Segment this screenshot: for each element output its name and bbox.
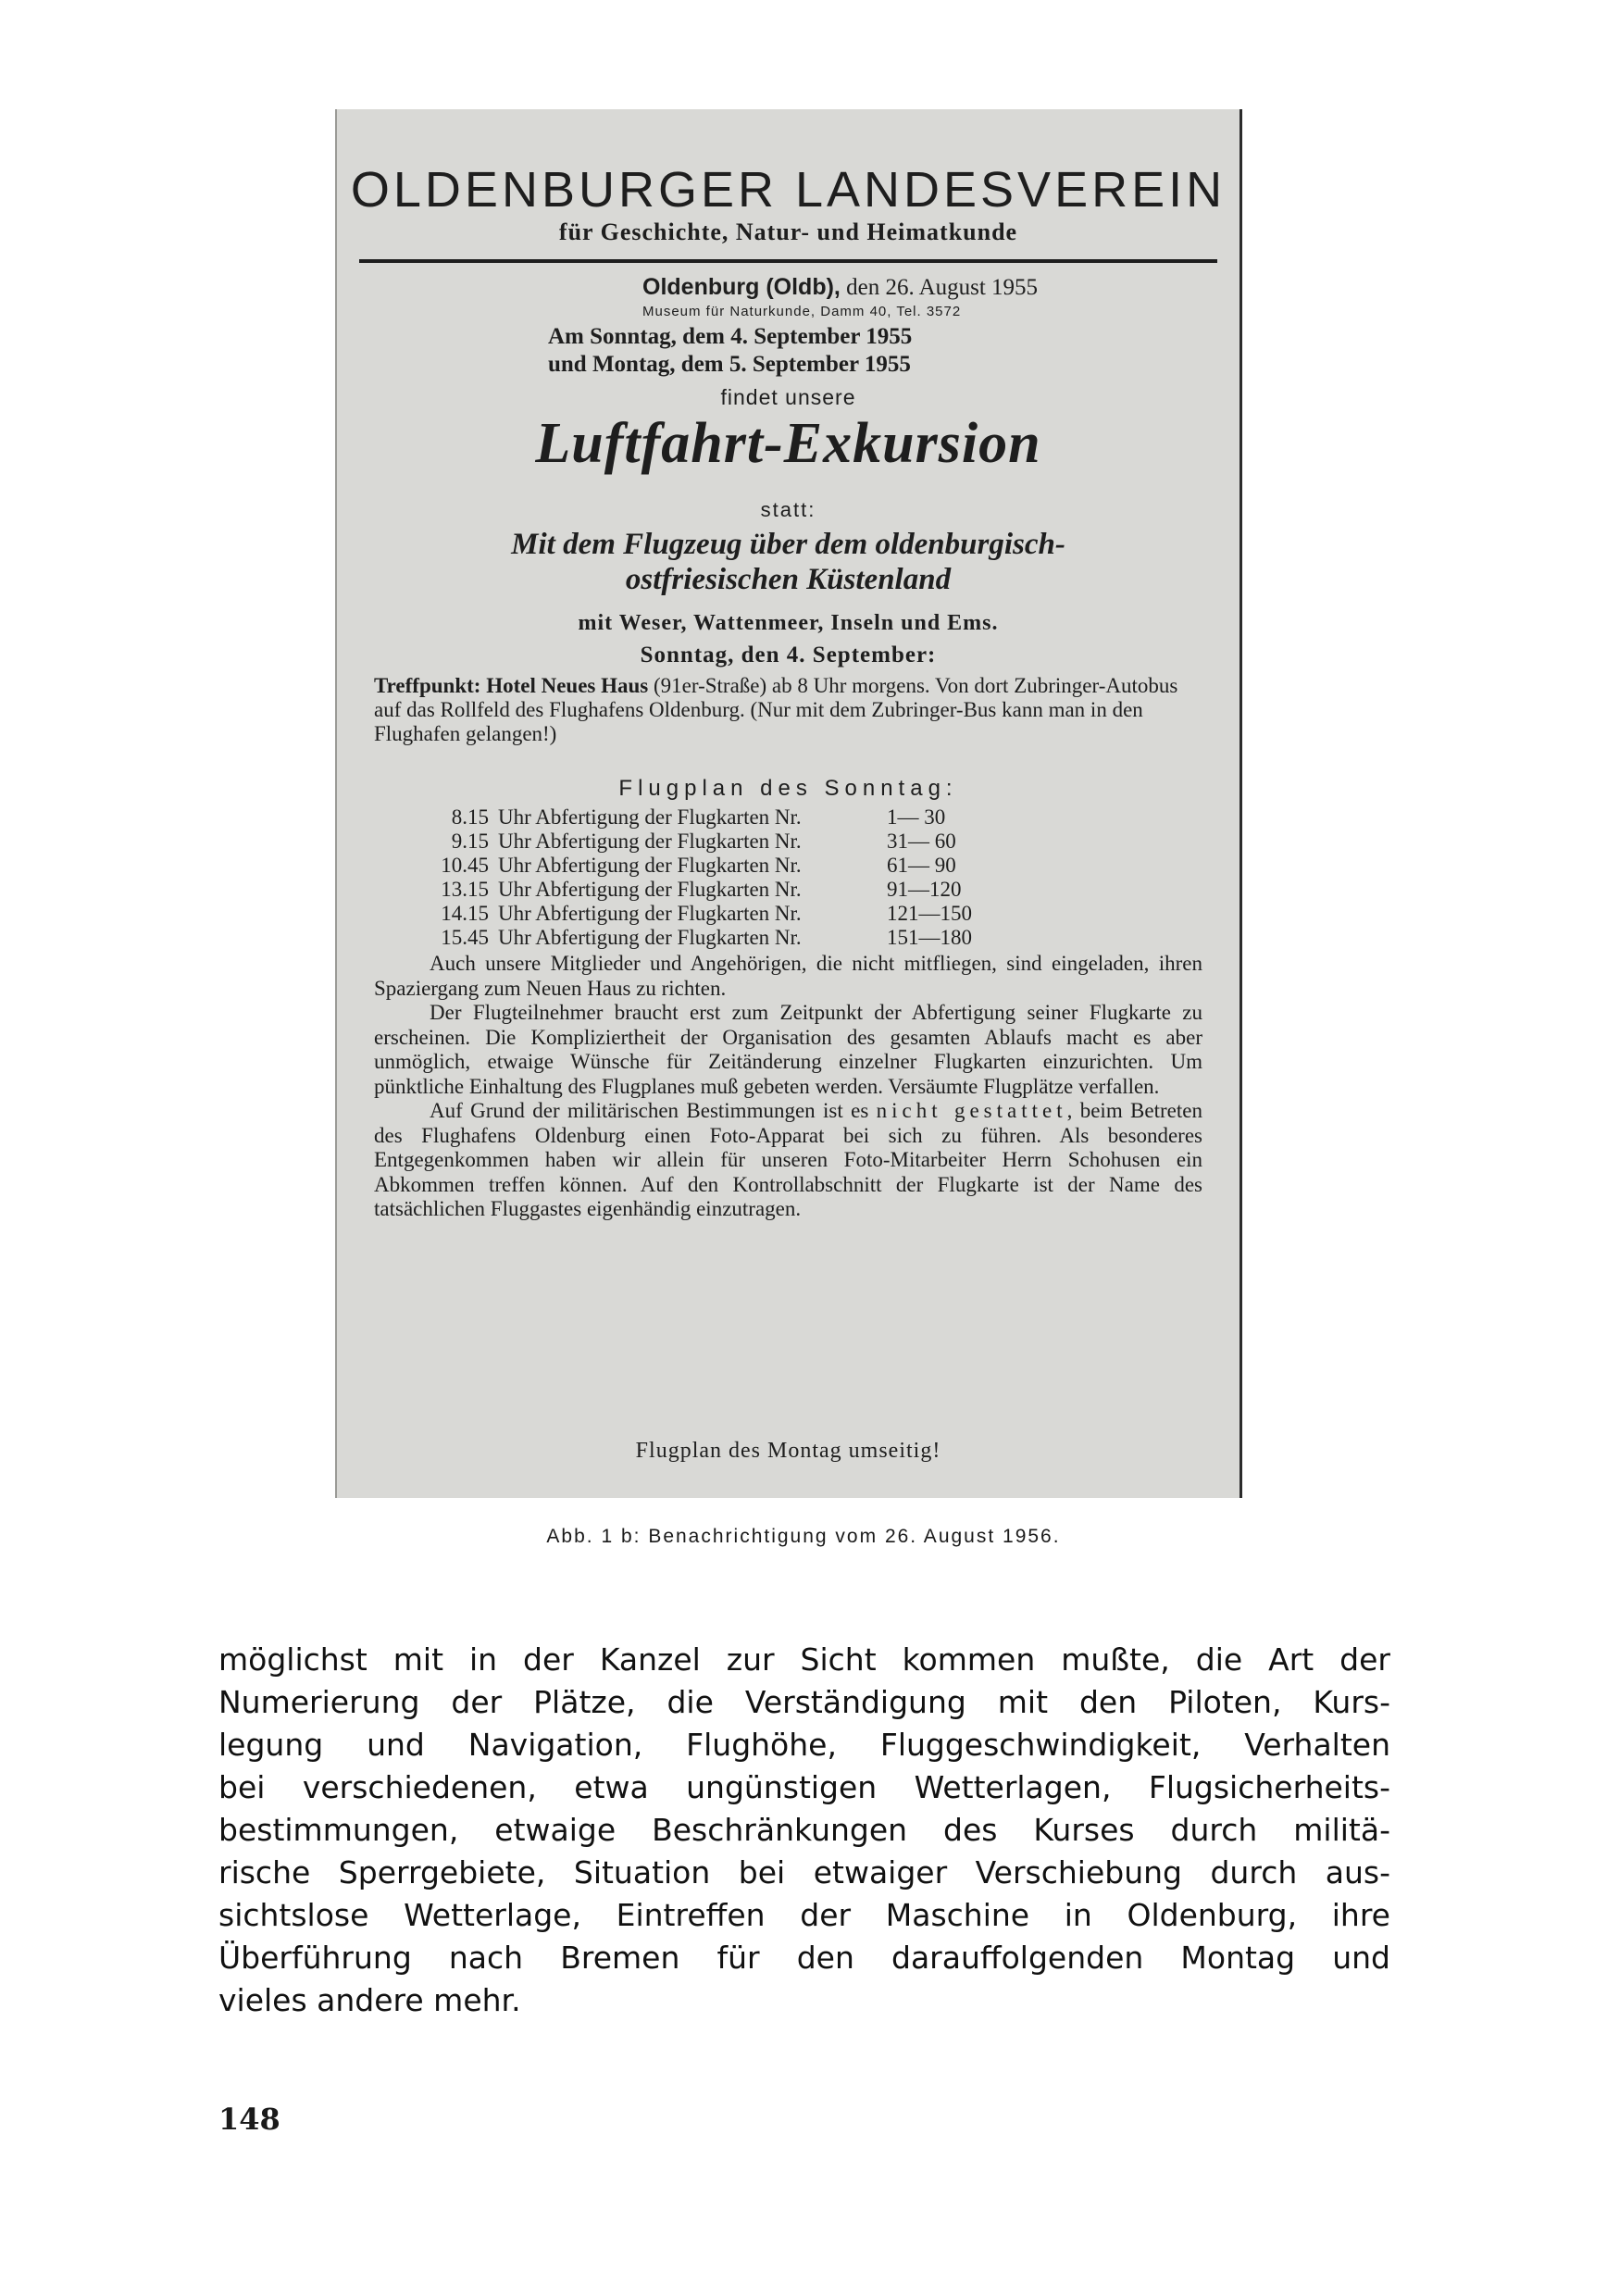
- schedule-desc: Uhr Abfertigung der Flugkarten Nr.: [498, 926, 802, 949]
- paragraph-line: sichtslose Wetterlage, Eintreffen der Maschine in Oldenburg, ihre: [218, 1897, 1390, 1933]
- notice-statt: statt:: [760, 498, 816, 521]
- schedule-desc: Uhr Abfertigung der Flugkarten Nr.: [498, 878, 802, 901]
- schedule-time: 9.15: [451, 830, 489, 853]
- schedule-desc: Uhr Abfertigung der Flugkarten Nr.: [498, 805, 802, 829]
- notice-closing: Flugplan des Montag umseitig!: [635, 1439, 941, 1463]
- notice-date-line-1: Am Sonntag, dem 4. September 1955: [548, 324, 913, 349]
- notice-museum-address: Museum für Naturkunde, Damm 40, Tel. 3572: [642, 304, 962, 319]
- schedule-range: 151—180: [887, 926, 972, 949]
- schedule-range: 31— 60: [887, 830, 956, 853]
- notice-paragraph-3-b: , beim Betreten des Flughafens Oldenburg einen Foto-Apparat bei sich zu führen. Als besonderes Entgegenkommen haben wir allein für unseren Foto-Mitarbeiter Herrn Schohusen ein Abkommen treffen können. Auf den Kontrollabschnitt der Flugkarte ist der Name des tatsächlichen Fluggastes eigenhändig einzutragen.: [374, 1099, 1202, 1220]
- paragraph-line: Numerierung der Plätze, die Verständigung mit den Piloten, Kurs-: [218, 1684, 1390, 1720]
- paragraph-line: rische Sperrgebiete, Situation bei etwaiger Verschiebung durch aus-: [218, 1854, 1390, 1890]
- schedule-row: [392, 830, 1007, 854]
- schedule-desc: Uhr Abfertigung der Flugkarten Nr.: [498, 830, 802, 853]
- schedule-row: [392, 926, 1007, 950]
- schedule-time: 15.45: [441, 926, 489, 949]
- scanned-notice: [335, 109, 1242, 1498]
- notice-org-subtitle: für Geschichte, Natur- und Heimatkunde: [558, 218, 1018, 245]
- notice-place-date: [642, 274, 1038, 301]
- schedule-range: 61— 90: [887, 854, 956, 877]
- schedule-row: [392, 854, 1007, 878]
- notice-date: den 26. August 1955: [840, 275, 1039, 300]
- paragraph-line: bei verschiedenen, etwa ungünstigen Wetterlagen, Flugsicherheits-: [218, 1769, 1390, 1805]
- notice-schedule-heading: Flugplan des Sonntag:: [618, 776, 958, 801]
- schedule-time: 13.15: [441, 878, 489, 901]
- notice-paragraph-3-emphasis: nicht gestattet: [876, 1099, 1067, 1122]
- notice-findet: findet unsere: [720, 385, 856, 409]
- notice-place: Oldenburg (Oldb),: [642, 274, 841, 300]
- schedule-row: [392, 805, 1007, 830]
- schedule-time: 8.15: [451, 805, 489, 829]
- schedule-desc: Uhr Abfertigung der Flugkarten Nr.: [498, 902, 802, 925]
- notice-meeting-text: (91er-Straße) ab 8 Uhr morgens. Von dort Zubringer-Autobus auf das Rollfeld des Flughafens Oldenburg. (Nur mit dem Zubringer-Bus kann man in den Flughafen gelangen!): [374, 674, 1178, 745]
- notice-subtitle-2: ostfriesischen Küstenland: [625, 563, 952, 596]
- paragraph-line: bestimmungen, etwaige Beschränkungen des Kurses durch militä-: [218, 1812, 1390, 1848]
- notice-header-rule: [359, 259, 1217, 263]
- schedule-time: 14.15: [441, 902, 489, 925]
- notice-paragraph-2: Der Flugteilnehmer braucht erst zum Zeitpunkt der Abfertigung seiner Flugkarte zu erscheinen. Die Kompliziertheit der Organisation des gesamten Ablaufs macht es aber unmöglich, etwaige Wünsche für Zeitänderung einzelner Flugkarten einzurichten. Um pünktliche Einhaltung des Flugplanes muß gebeten werden. Versäumte Flugplätze verfallen.: [374, 1001, 1202, 1098]
- notice-title: Luftfahrt-Exkursion: [535, 412, 1041, 475]
- schedule-desc: Uhr Abfertigung der Flugkarten Nr.: [498, 854, 802, 877]
- notice-subtitle-3: mit Weser, Wattenmeer, Inseln und Ems.: [578, 611, 999, 635]
- notice-meeting-bold: Treffpunkt: Hotel Neues Haus: [374, 674, 649, 697]
- notice-paragraph-1: Auch unsere Mitglieder und Angehörigen, die nicht mitfliegen, sind eingeladen, ihren Spaziergang zum Neuen Haus zu richten.: [374, 952, 1202, 1000]
- paragraph-line: vieles andere mehr.: [218, 1982, 521, 2018]
- notice-org-name: OLDENBURGER LANDESVEREIN: [350, 162, 1227, 218]
- page-number: 148: [218, 2102, 280, 2137]
- paragraph-line: Überführung nach Bremen für den darauffolgenden Montag und: [218, 1940, 1390, 1976]
- notice-paragraph-3: [374, 1099, 1202, 1222]
- schedule-range: 91—120: [887, 878, 962, 901]
- schedule-time: 10.45: [441, 854, 489, 877]
- notice-subtitle-1: Mit dem Flugzeug über dem oldenburgisch-: [511, 528, 1065, 561]
- schedule-range: 121—150: [887, 902, 972, 925]
- figure-caption: Abb. 1 b: Benachrichtigung vom 26. August 1956.: [546, 1526, 1061, 1547]
- schedule-row: [392, 902, 1007, 926]
- notice-paragraph-3-a: Auf Grund der militärischen Bestimmungen ist es: [430, 1099, 877, 1122]
- notice-schedule: [392, 805, 1007, 950]
- paragraph-line: möglichst mit in der Kanzel zur Sicht kommen mußte, die Art der: [218, 1641, 1390, 1678]
- schedule-range: 1— 30: [887, 805, 946, 829]
- notice-sunday-heading: Sonntag, den 4. September:: [640, 643, 937, 668]
- schedule-row: [392, 878, 1007, 902]
- notice-date-line-2: und Montag, dem 5. September 1955: [548, 352, 911, 377]
- notice-meeting-point: [374, 674, 1202, 746]
- notice-body: [374, 952, 1202, 1222]
- body-paragraph: [218, 1639, 1390, 2022]
- paragraph-line: legung und Navigation, Flughöhe, Fluggeschwindigkeit, Verhalten: [218, 1727, 1390, 1763]
